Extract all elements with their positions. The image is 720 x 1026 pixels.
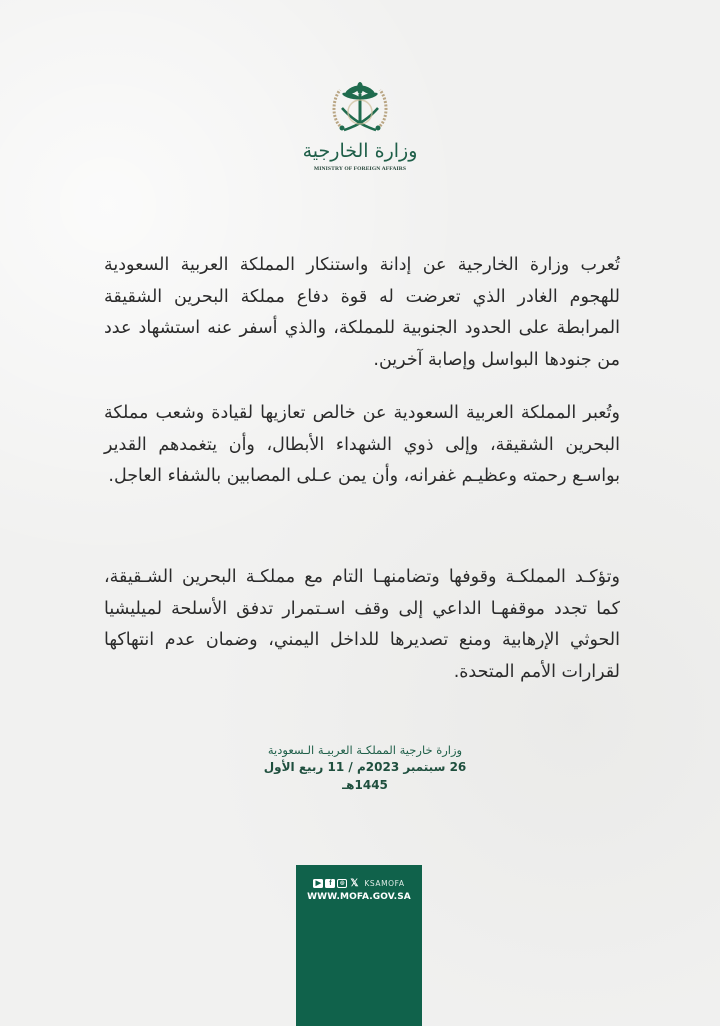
social-handle[interactable]: KSAMOFA xyxy=(364,878,405,888)
statement-paragraph-3: وتؤكـد المملكـة وقوفها وتضامنهـا التام مع مملكـة البحرين الشـقيقة، كما تجدد موقفهـا الداعي إلى وقف اسـتمرار تدفق الأسلحة لميليشيا الحوثي الإرهابية ومنع تصديرها للداخل اليمني، وضمان عدم انتهاكها لقرارات الأمم المتحدة. xyxy=(104,567,620,682)
saudi-emblem xyxy=(318,78,402,178)
signature-date: 26 سبتمبر 2023م / 11 ربيع الأول 1445هـ xyxy=(263,760,467,792)
statement-paragraph-2: وتُعبر المملكة العربية السعودية عن خالص تعازيها لقيادة وشعب مملكة البحرين الشقيقة، وإلى ذوي الشهداء الأبطال، وأن يتغمدهم القدير بواسـع رحمته وعظيـم غفرانه، وأن يمن عـلى المصابين بالشفاء العاجل. xyxy=(104,403,620,486)
statement-paragraph-1: تُعرب وزارة الخارجية عن إدانة واستنكار المملكة العربية السعودية للهجوم الغادر الذي تعرضت له قوة دفاع مملكة البحرين الشقيقة المرابطة على الحدود الجنوبية للمملكة، والذي أسفر عنه استشهاد عدد من جنودها البواسل وإصابة آخرين. xyxy=(104,255,620,370)
signature-name: وزارة خارجية المملكـة العربيـة الـسعودية xyxy=(267,743,463,757)
emblem-icon xyxy=(328,78,392,138)
footer-contact-box xyxy=(296,865,422,1026)
ministry-name-arabic: وزارة الخارجية xyxy=(302,140,418,162)
instagram-icon[interactable]: ◎ xyxy=(337,879,347,888)
facebook-icon[interactable]: f xyxy=(325,879,335,888)
signature-block xyxy=(250,742,480,794)
x-icon[interactable]: 𝕏 xyxy=(350,877,359,889)
website-link[interactable]: WWW.MOFA.GOV.SA xyxy=(307,892,411,902)
youtube-icon[interactable]: ▶ xyxy=(313,879,323,888)
social-links xyxy=(296,877,422,889)
ministry-name-english: MINISTRY OF FOREIGN AFFAIRS xyxy=(313,166,407,172)
